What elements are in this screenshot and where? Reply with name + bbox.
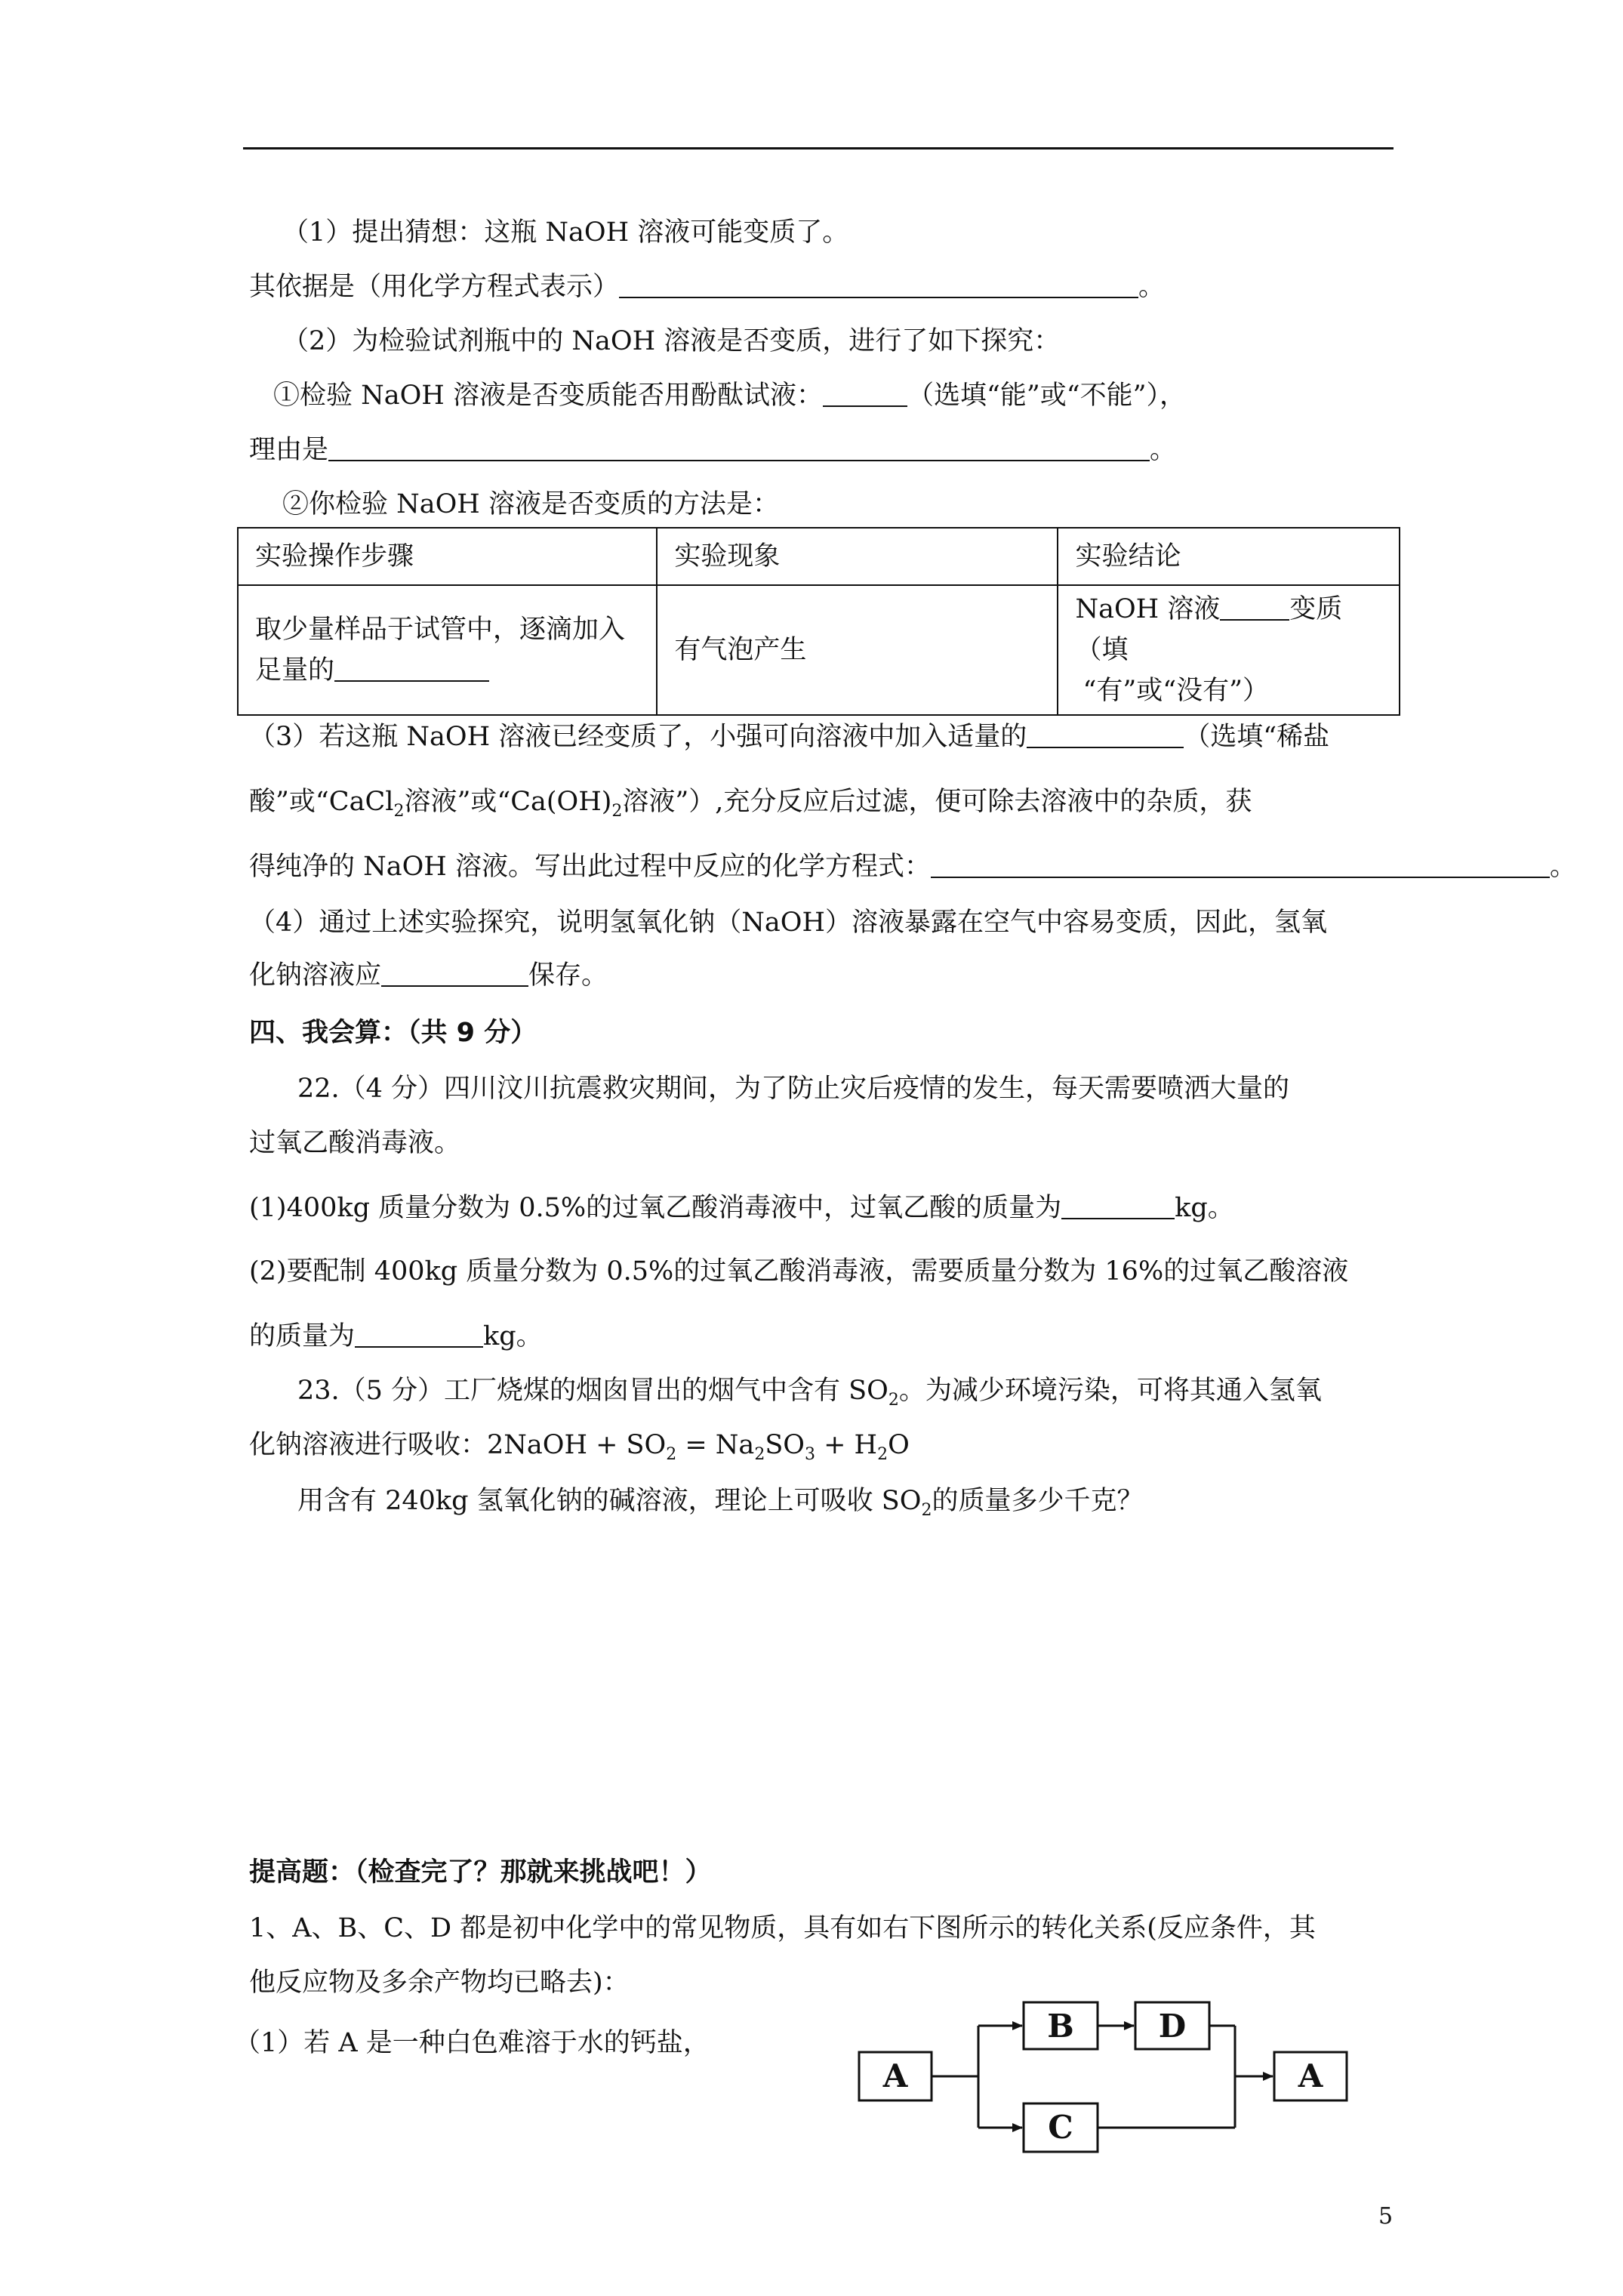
- q23-line2-c: SO: [765, 1430, 805, 1460]
- q3-line2-c: 溶液”或“Ca(OH): [404, 787, 612, 817]
- q2-sub1-suffix: （选填“能”或“不能”），: [907, 381, 1187, 411]
- q4-line2-prefix: 化钠溶液应: [249, 960, 382, 991]
- q4-line2: [249, 959, 608, 992]
- q22-part1-blank[interactable]: [1061, 1195, 1175, 1219]
- q3-equation-blank[interactable]: [931, 854, 1550, 878]
- q23-line2-e: O: [888, 1430, 910, 1460]
- q23-line1-b: 。为减少环境污染，可将其通入氢氧: [898, 1376, 1322, 1406]
- section4-title: 四、我会算：（共 9 分）: [249, 1018, 537, 1048]
- q23-line1: [297, 1374, 1322, 1417]
- conversion-diagram: [858, 2001, 1356, 2190]
- q22-part1-suffix: kg。: [1175, 1193, 1234, 1223]
- q2-reason-prefix: 理由是: [249, 435, 329, 465]
- q22-part2-line1: (2)要配制 400kg 质量分数为 0.5%的过氧乙酸消毒液，需要质量分数为 16%的过氧乙酸溶液: [249, 1256, 1349, 1287]
- q23-line3-b: 的质量多少千克？: [932, 1486, 1144, 1516]
- q3-sub-2b: 2: [611, 802, 623, 821]
- table-header-row: [238, 528, 1400, 585]
- q3-sub-2a: 2: [393, 802, 405, 821]
- experiment-table: [237, 527, 1400, 716]
- box-b-label: B: [1047, 2008, 1074, 2045]
- conclusion-line2: “有”或“没有”）: [1083, 676, 1270, 706]
- q23-sub-3: 3: [804, 1445, 815, 1464]
- table-header-cell: 实验操作步骤: [238, 528, 657, 585]
- q3-line3: [249, 850, 1576, 883]
- q2-sub1-blank[interactable]: [823, 383, 907, 407]
- q3-line2-a: 酸: [249, 787, 276, 817]
- step-line1: 取少量样品于试管中，逐滴加入: [255, 615, 626, 645]
- table-header-cell: 实验现象: [657, 528, 1058, 585]
- q3-reagent-blank[interactable]: [1027, 724, 1184, 748]
- step-line2-text: 足量的: [255, 655, 335, 686]
- step-line2: [255, 650, 639, 691]
- q1-equation-blank[interactable]: [619, 274, 1138, 298]
- challenge-line3: （1）若 A 是一种白色难溶于水的钙盐，: [234, 2028, 710, 2058]
- q23-line3-a: 用含有 240kg 氢氧化钠的碱溶液，理论上可吸收 SO: [297, 1486, 922, 1516]
- table-cell-step: [238, 585, 657, 715]
- step-reagent-blank[interactable]: [334, 658, 489, 682]
- box-a-left-label: A: [882, 2057, 908, 2094]
- header-rule: [243, 147, 1394, 149]
- q2-sub1-prefix: ①检验 NaOH 溶液是否变质能否用酚酞试液：: [273, 381, 823, 411]
- table-cell-phenomenon: 有气泡产生: [657, 585, 1058, 715]
- q23-line2-a: 化钠溶液进行吸收：2NaOH + SO: [249, 1430, 667, 1460]
- q23-sub-2e: 2: [921, 1501, 932, 1520]
- q23-sub-2c: 2: [754, 1445, 765, 1464]
- q23-line2-d: + H: [815, 1430, 878, 1460]
- q22-line2: 过氧乙酸消毒液。: [249, 1128, 461, 1158]
- q23-sub-2a: 2: [888, 1391, 899, 1410]
- box-a-right-label: A: [1298, 2057, 1323, 2094]
- q22-line1: 22.（4 分）四川汶川抗震救灾期间，为了防止灾后疫情的发生，每天需要喷洒大量的: [297, 1074, 1290, 1104]
- challenge-title: 提高题：（检查完了？那就来挑战吧！）: [249, 1857, 712, 1888]
- q2-sub2: ②你检验 NaOH 溶液是否变质的方法是：: [282, 489, 779, 519]
- q22-part2-prefix: 的质量为: [249, 1321, 356, 1351]
- q22-part2-line2: [249, 1320, 543, 1353]
- box-d-label: D: [1158, 2008, 1187, 2045]
- q1-line2-prefix: 其依据是（用化学方程式表示）: [249, 272, 620, 302]
- q1-line1: （1）提出猜想：这瓶 NaOH 溶液可能变质了。: [282, 217, 849, 248]
- q2-reason-suffix: 。: [1150, 435, 1177, 465]
- conclusion-blank[interactable]: [1220, 596, 1289, 621]
- page-number: 5: [1378, 2203, 1394, 2230]
- q3-line3-prefix: 得纯净的 NaOH 溶液。写出此过程中反应的化学方程式：: [249, 852, 931, 882]
- table-row: [238, 585, 1400, 715]
- q3-line3-suffix: 。: [1549, 852, 1576, 882]
- table-cell-conclusion: [1058, 585, 1400, 715]
- q2-reason: [249, 433, 1176, 467]
- q22-part1: [249, 1191, 1234, 1225]
- q3-line1-prefix: （3）若这瓶 NaOH 溶液已经变质了，小强可向溶液中加入适量的: [249, 722, 1027, 752]
- q3-line1-suffix: （选填“稀盐: [1184, 722, 1330, 752]
- conclusion-text-b: 变质（填: [1075, 594, 1343, 665]
- q3-line1: [249, 720, 1329, 754]
- q23-sub-2d: 2: [877, 1445, 888, 1464]
- q4-storage-blank[interactable]: [381, 963, 528, 987]
- q3-line2: [249, 785, 1252, 828]
- q23-line2: [249, 1428, 910, 1472]
- q22-part2-suffix: kg。: [483, 1321, 543, 1351]
- challenge-line1: 1、A、B、C、D 都是初中化学中的常见物质，具有如右下图所示的转化关系(反应条件，其: [249, 1913, 1316, 1943]
- q3-line2-b: ”或“CaCl: [276, 787, 394, 817]
- q1-line2-suffix: 。: [1138, 272, 1166, 302]
- conclusion-text-a: NaOH 溶液: [1075, 594, 1221, 624]
- q22-part2-blank[interactable]: [355, 1324, 483, 1348]
- q23-sub-2b: 2: [666, 1445, 677, 1464]
- q4-line1: （4）通过上述实验探究，说明氢氧化钠（NaOH）溶液暴露在空气中容易变质，因此，氢氧: [249, 908, 1327, 938]
- q23-line1-a: 23.（5 分）工厂烧煤的烟囱冒出的烟气中含有 SO: [297, 1376, 888, 1406]
- q2-reason-blank[interactable]: [328, 437, 1150, 461]
- q3-line2-d: 溶液”）,充分反应后过滤，便可除去溶液中的杂质，获: [622, 787, 1252, 817]
- q23-line2-b: = Na: [676, 1430, 755, 1460]
- challenge-line2: 他反应物及多余产物均已略去)：: [249, 1968, 630, 1998]
- q23-line3: [297, 1484, 1143, 1527]
- q4-line2-suffix: 保存。: [528, 960, 608, 991]
- table-header-cell: 实验结论: [1058, 528, 1400, 585]
- q2-sub1: [273, 379, 1186, 412]
- q2-intro: （2）为检验试剂瓶中的 NaOH 溶液是否变质，进行了如下探究：: [282, 326, 1061, 356]
- box-c-label: C: [1048, 2109, 1073, 2146]
- q22-part1-prefix: (1)400kg 质量分数为 0.5%的过氧乙酸消毒液中，过氧乙酸的质量为: [249, 1193, 1062, 1223]
- conclusion-line1: [1075, 589, 1382, 670]
- q1-line2: [249, 270, 1165, 304]
